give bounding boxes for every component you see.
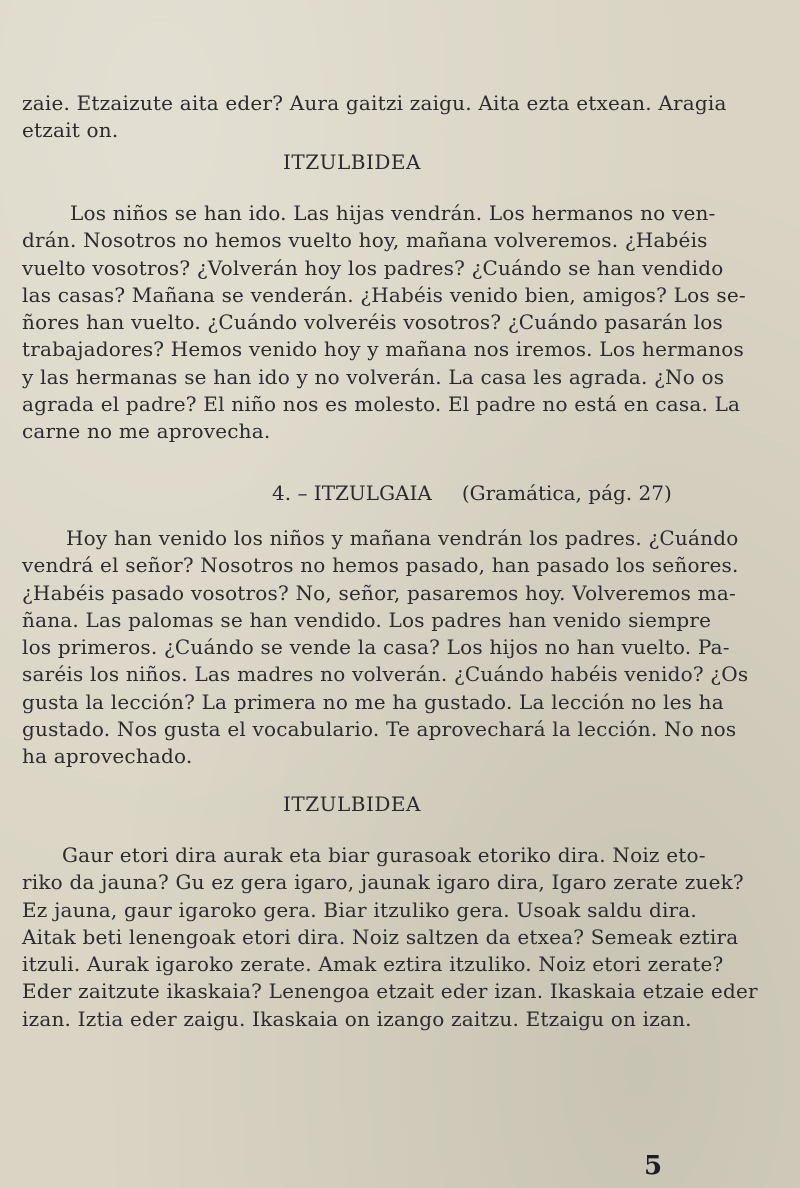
text-line: Los niños se han ido. Las hijas vendrán. Los hermanos no ven- (70, 201, 716, 225)
text-line: trabajadores? Hemos venido hoy y mañana nos iremos. Los hermanos (22, 337, 744, 362)
text-line: zaie. Etzaizute aita eder? Aura gaitzi zaigu. Aita ezta etxean. Aragia (22, 91, 727, 115)
text-line: itzuli. Aurak igaroko zerate. Amak eztira itzuliko. Noiz etori zerate? (22, 952, 724, 977)
text-line: carne no me aprovecha. (22, 419, 271, 444)
section-heading-itzulbidea-1: ITZULBIDEA (283, 150, 421, 174)
text-line: etzait on. (22, 118, 119, 143)
grammar-reference: (Gramática, pág. 27) (461, 481, 672, 505)
text-line: vuelto vosotros? ¿Volverán hoy los padres? ¿Cuándo se han vendido (22, 255, 724, 280)
text-line: las casas? Mañana se venderán. ¿Habéis venido bien, amigos? Los se- (22, 282, 746, 307)
text-line: Aitak beti lenengoak etori dira. Noiz saltzen da etxea? Semeak eztira (22, 924, 739, 949)
text-line: Eder zaitzute ikaskaia? Lenengoa etzait eder izan. Ikaskaia etzaie eder (22, 979, 758, 1004)
text-line: izan. Iztia eder zaigu. Ikaskaia on izango zaitzu. Etzaigu on izan. (22, 1006, 692, 1031)
text-line: riko da jauna? Gu ez gera igaro, jaunak igaro dira, Igaro zerate zuek? (22, 870, 744, 895)
text-line: Ez jauna, gaur igaroko gera. Biar itzuliko gera. Usoak saldu dira. (22, 897, 697, 922)
text-line: ¿Habéis pasado vosotros? No, señor, pasaremos hoy. Volveremos ma- (22, 580, 736, 605)
exercise-paragraph (22, 525, 749, 771)
text-line: ha aprovechado. (22, 744, 193, 769)
section-heading-itzulbidea-2: ITZULBIDEA (283, 792, 421, 816)
text-line: vendrá el señor? Nosotros no hemos pasado, han pasado los señores. (22, 553, 739, 578)
text-line: saréis los niños. Las madres no volverán. ¿Cuándo habéis venido? ¿Os (22, 662, 749, 687)
text-line: gusta la lección? La primera no me ha gustado. La lección no les ha (22, 689, 724, 714)
section-4-heading (272, 481, 672, 505)
text-line: ñana. Las palomas se han vendido. Los padres han venido siempre (22, 607, 712, 632)
text-line: agrada el padre? El niño nos es molesto. El padre no está en casa. La (22, 392, 741, 417)
text-line: drán. Nosotros no hemos vuelto hoy, mañana volveremos. ¿Habéis (22, 228, 708, 253)
intro-paragraph (22, 90, 727, 145)
text-line: gustado. Nos gusta el vocabulario. Te aprovechará la lección. No nos (22, 717, 737, 742)
basque-translation-paragraph (22, 842, 758, 1033)
translation-paragraph-1 (22, 200, 746, 446)
text-line: y las hermanas se han ido y no volverán. La casa les agrada. ¿No os (22, 364, 725, 389)
text-line: Hoy han venido los niños y mañana vendrán los padres. ¿Cuándo (66, 526, 739, 550)
text-line: los primeros. ¿Cuándo se vende la casa? Los hijos no han vuelto. Pa- (22, 635, 730, 660)
page-number: 5 (644, 1151, 663, 1181)
section-4-title: 4. – ITZULGAIA (272, 481, 432, 505)
text-line: Gaur etori dira aurak eta biar gurasoak etoriko dira. Noiz eto- (62, 843, 706, 867)
text-line: ñores han vuelto. ¿Cuándo volveréis vosotros? ¿Cuándo pasarán los (22, 310, 723, 335)
